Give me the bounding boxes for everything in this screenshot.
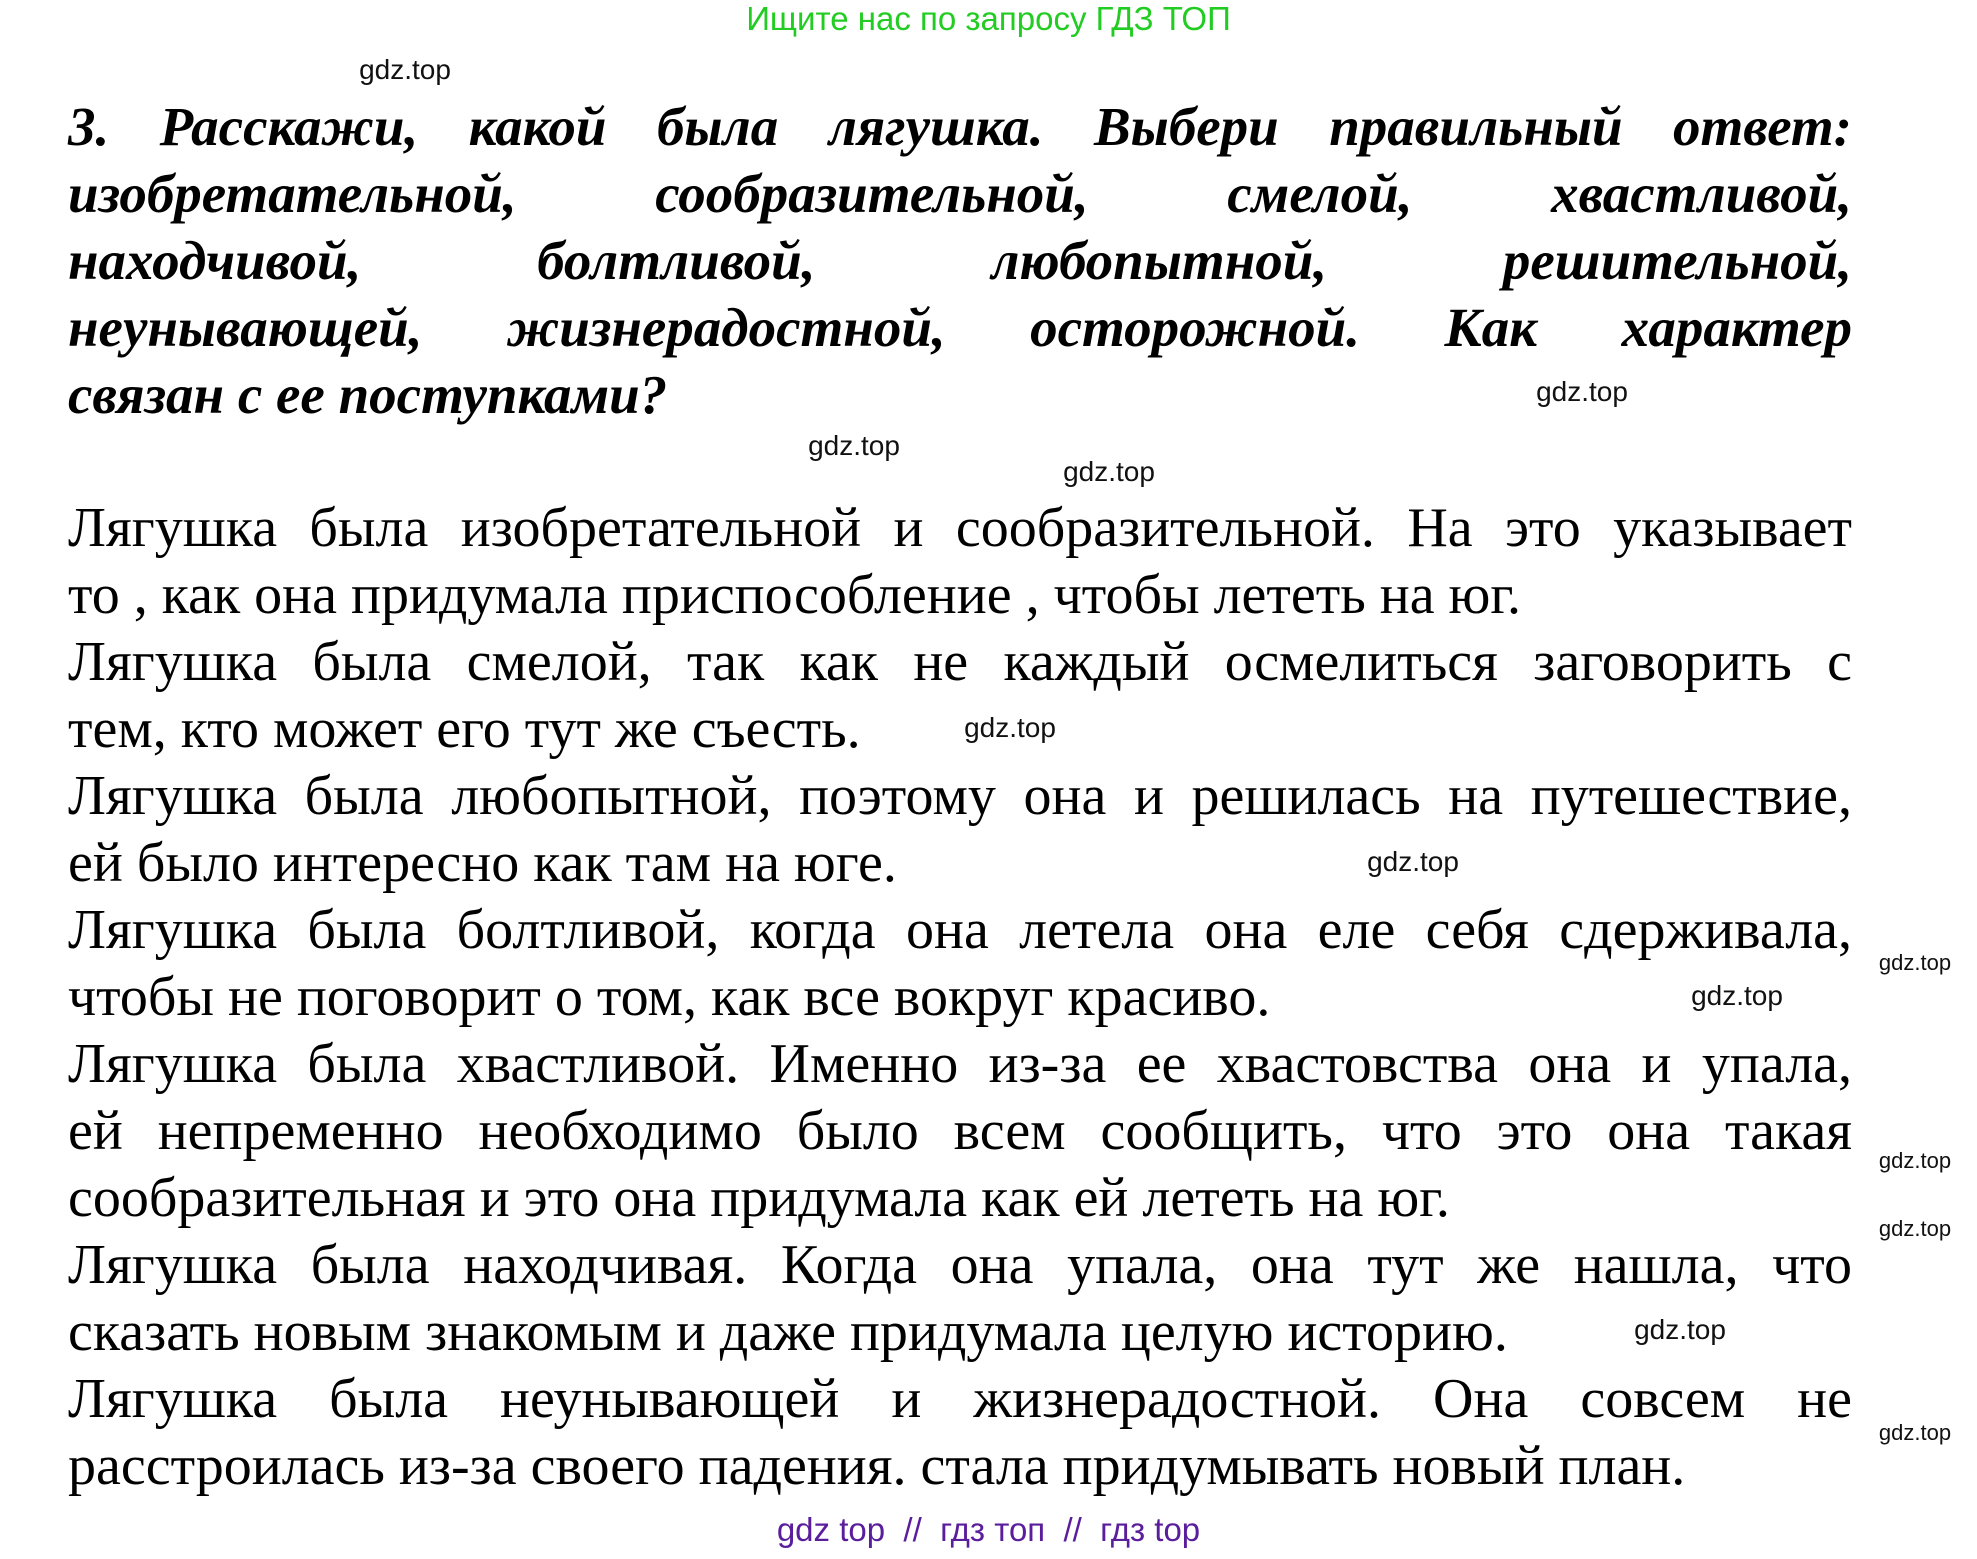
answer-line: сообразительная и это она придумала как ей лететь на юг. [68, 1167, 1450, 1229]
question-line: связан с ее поступками? [68, 364, 668, 425]
question-line: 3. Расскажи, какой была лягушка. Выбери правильный ответ: [68, 96, 1852, 157]
answer-line: сказать новым знакомым и даже придумала целую историю. [68, 1301, 1508, 1363]
answer-line: то , как она придумала приспособление , чтобы лететь на юг. [68, 564, 1522, 626]
footer-watermark: gdz top // гдз топ // гдз top [776, 1511, 1201, 1548]
search-hint-banner: Ищите нас по запросу ГДЗ ТОП [746, 0, 1231, 37]
watermark: gdz.top [1367, 846, 1459, 877]
watermark: gdz.top [1878, 1148, 1952, 1173]
watermark: gdz.top [1063, 456, 1155, 487]
answer-line: расстроилась из-за своего падения. стала придумывать новый план. [68, 1435, 1686, 1497]
answer-line: ей было интересно как там на юге. [68, 832, 897, 894]
question-line: находчивой, болтливой, любопытной, решительной, [68, 230, 1852, 291]
watermark: gdz.top [1878, 950, 1952, 975]
answer-line: Лягушка была изобретательной и сообразительной. На это указывает [68, 497, 1852, 559]
answer-line: тем, кто может его тут же съесть. [68, 698, 861, 760]
answer-line: Лягушка была неунывающей и жизнерадостной. Она совсем не [68, 1368, 1852, 1430]
answer-text [68, 495, 1852, 1500]
watermark: gdz.top [1878, 1216, 1952, 1241]
watermark: gdz.top [808, 430, 900, 461]
watermark: gdz.top [1878, 1420, 1952, 1445]
answer-line: Лягушка была болтливой, когда она летела она еле себя сдерживала, [68, 899, 1852, 961]
answer-line: Лягушка была находчивая. Когда она упала, она тут же нашла, что [68, 1234, 1852, 1296]
answer-line: ей непременно необходимо было всем сообщить, что это она такая [68, 1100, 1852, 1162]
answer-line: чтобы не поговорит о том, как все вокруг красиво. [68, 966, 1271, 1028]
watermark: gdz.top [1634, 1314, 1726, 1345]
watermark: gdz.top [1691, 980, 1783, 1011]
question-line: неунывающей, жизнерадостной, осторожной. Как характер [68, 297, 1852, 358]
watermark: gdz.top [359, 54, 451, 85]
answer-line: Лягушка была любопытной, поэтому она и решилась на путешествие, [68, 765, 1852, 827]
watermark: gdz.top [1536, 376, 1628, 407]
watermark: gdz.top [964, 712, 1056, 743]
answer-line: Лягушка была смелой, так как не каждый осмелиться заговорить с [68, 631, 1852, 693]
question-line: изобретательной, сообразительной, смелой, хвастливой, [68, 163, 1852, 224]
answer-line: Лягушка была хвастливой. Именно из-за ее хвастовства она и упала, [68, 1033, 1852, 1095]
